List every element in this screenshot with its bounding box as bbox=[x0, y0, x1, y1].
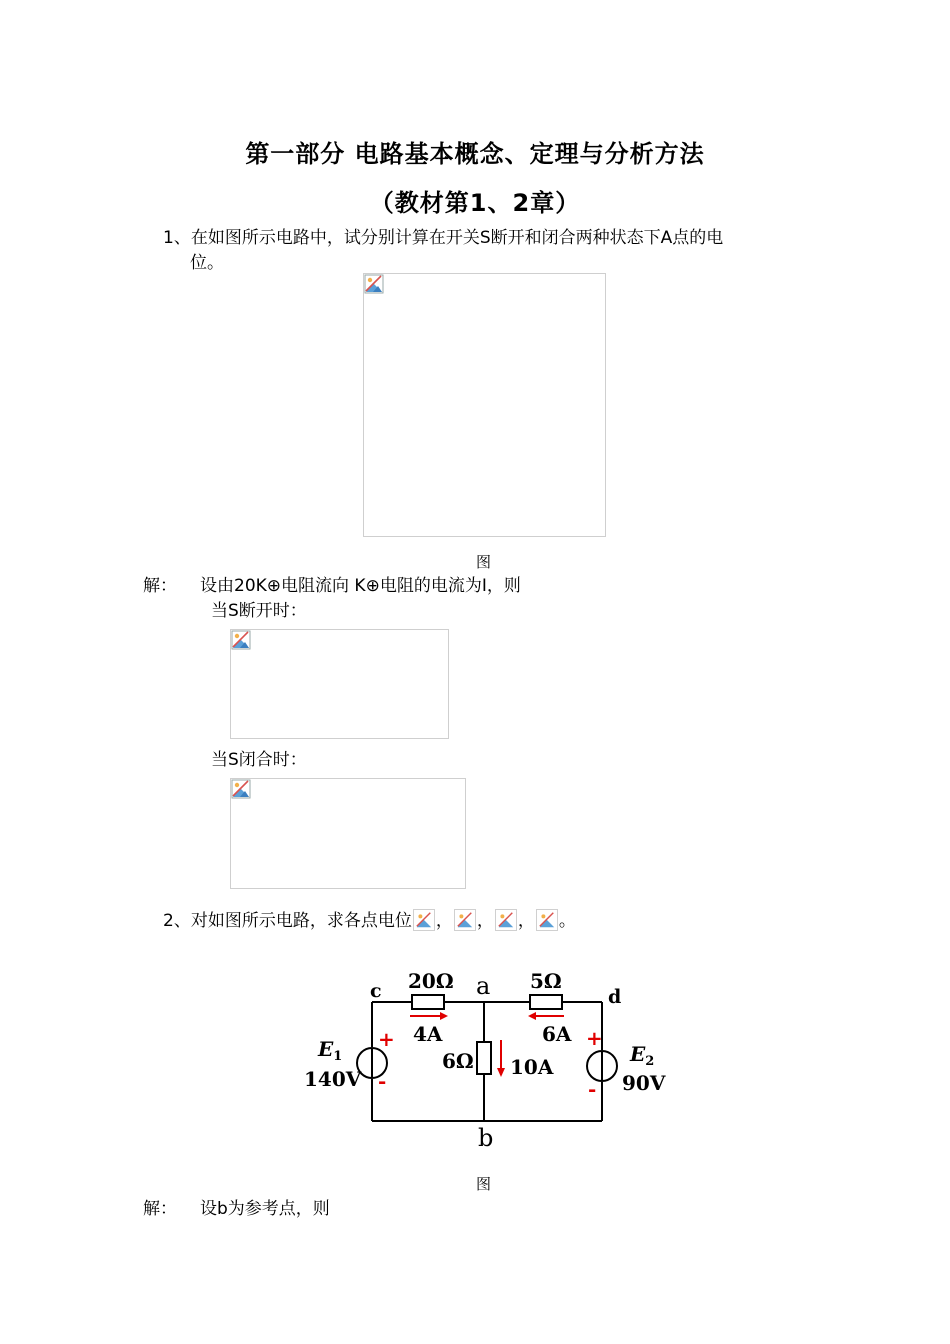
i1-label: 4A bbox=[413, 1022, 443, 1046]
i2-label: 6A bbox=[542, 1022, 572, 1046]
e1-name: $E_1$ bbox=[318, 1037, 343, 1064]
sol1-case-open: 当S断开时： bbox=[211, 601, 307, 621]
q1-line1: 1、在如图所示电路中，试分别计算在开关S断开和闭合两种状态下A点的电 bbox=[163, 228, 724, 248]
i3-label: 10A bbox=[510, 1055, 554, 1079]
arrow-10a-head bbox=[497, 1068, 505, 1077]
sol2-intro: 设b为参考点，则 bbox=[200, 1199, 330, 1219]
e2-value: 90V bbox=[622, 1071, 666, 1095]
e1-plus: + bbox=[378, 1027, 395, 1051]
resistor-6ohm bbox=[477, 1042, 491, 1074]
sol1-closed-formula-image bbox=[230, 778, 466, 889]
circuit-diagram bbox=[290, 960, 690, 1160]
e2-plus: + bbox=[586, 1026, 603, 1050]
sol1-intro: 设由20K⊕电阻流向 K⊕电阻的电流为I，则 bbox=[200, 576, 521, 596]
broken-image-icon bbox=[231, 779, 251, 799]
sol1-label: 解： bbox=[143, 576, 177, 596]
broken-image-icon bbox=[231, 630, 251, 650]
broken-image-icon bbox=[415, 911, 433, 929]
potential-vd-image bbox=[536, 909, 558, 931]
broken-image-icon bbox=[456, 911, 474, 929]
potential-vb-image bbox=[454, 909, 476, 931]
q2-prefix: 2、对如图所示电路，求各点电位 bbox=[163, 911, 412, 931]
broken-image-icon bbox=[538, 911, 556, 929]
arrow-6a-head bbox=[528, 1012, 536, 1020]
e2-name: $E_2$ bbox=[630, 1042, 655, 1069]
q2-sep-3: ， bbox=[517, 911, 535, 931]
resistor-20ohm bbox=[412, 995, 444, 1009]
node-b-label: b bbox=[478, 1124, 494, 1152]
section-subtitle: （教材第1、2章） bbox=[369, 189, 581, 217]
e1-minus: - bbox=[378, 1069, 387, 1093]
q2-line bbox=[163, 909, 576, 933]
e1-value: 140V bbox=[304, 1067, 362, 1091]
arrow-4a-head bbox=[440, 1012, 448, 1020]
node-c-label: c bbox=[370, 980, 382, 1002]
r3-label: 6Ω bbox=[442, 1049, 474, 1073]
node-d-label: d bbox=[608, 986, 622, 1008]
q2-sep-2: ， bbox=[476, 911, 494, 931]
r1-label: 20Ω bbox=[408, 969, 454, 993]
q2-figure-caption: 图 bbox=[476, 1175, 492, 1193]
q1-figure-image bbox=[363, 273, 606, 537]
broken-image-icon bbox=[364, 274, 384, 294]
q1-line2: 位。 bbox=[190, 253, 224, 273]
broken-image-icon bbox=[497, 911, 515, 929]
resistor-5ohm bbox=[530, 995, 562, 1009]
section-title: 第一部分 电路基本概念、定理与分析方法 bbox=[245, 140, 705, 168]
e2-minus: - bbox=[588, 1077, 597, 1101]
q2-sep-1: ， bbox=[435, 911, 453, 931]
sol1-open-formula-image bbox=[230, 629, 449, 739]
sol1-case-closed: 当S闭合时： bbox=[211, 750, 307, 770]
r2-label: 5Ω bbox=[530, 969, 562, 993]
q1-figure-caption: 图 bbox=[476, 553, 492, 571]
potential-vc-image bbox=[495, 909, 517, 931]
node-a-label: a bbox=[476, 972, 491, 1000]
potential-va-image bbox=[413, 909, 435, 931]
q2-end: 。 bbox=[558, 911, 576, 931]
sol2-label: 解： bbox=[143, 1199, 177, 1219]
